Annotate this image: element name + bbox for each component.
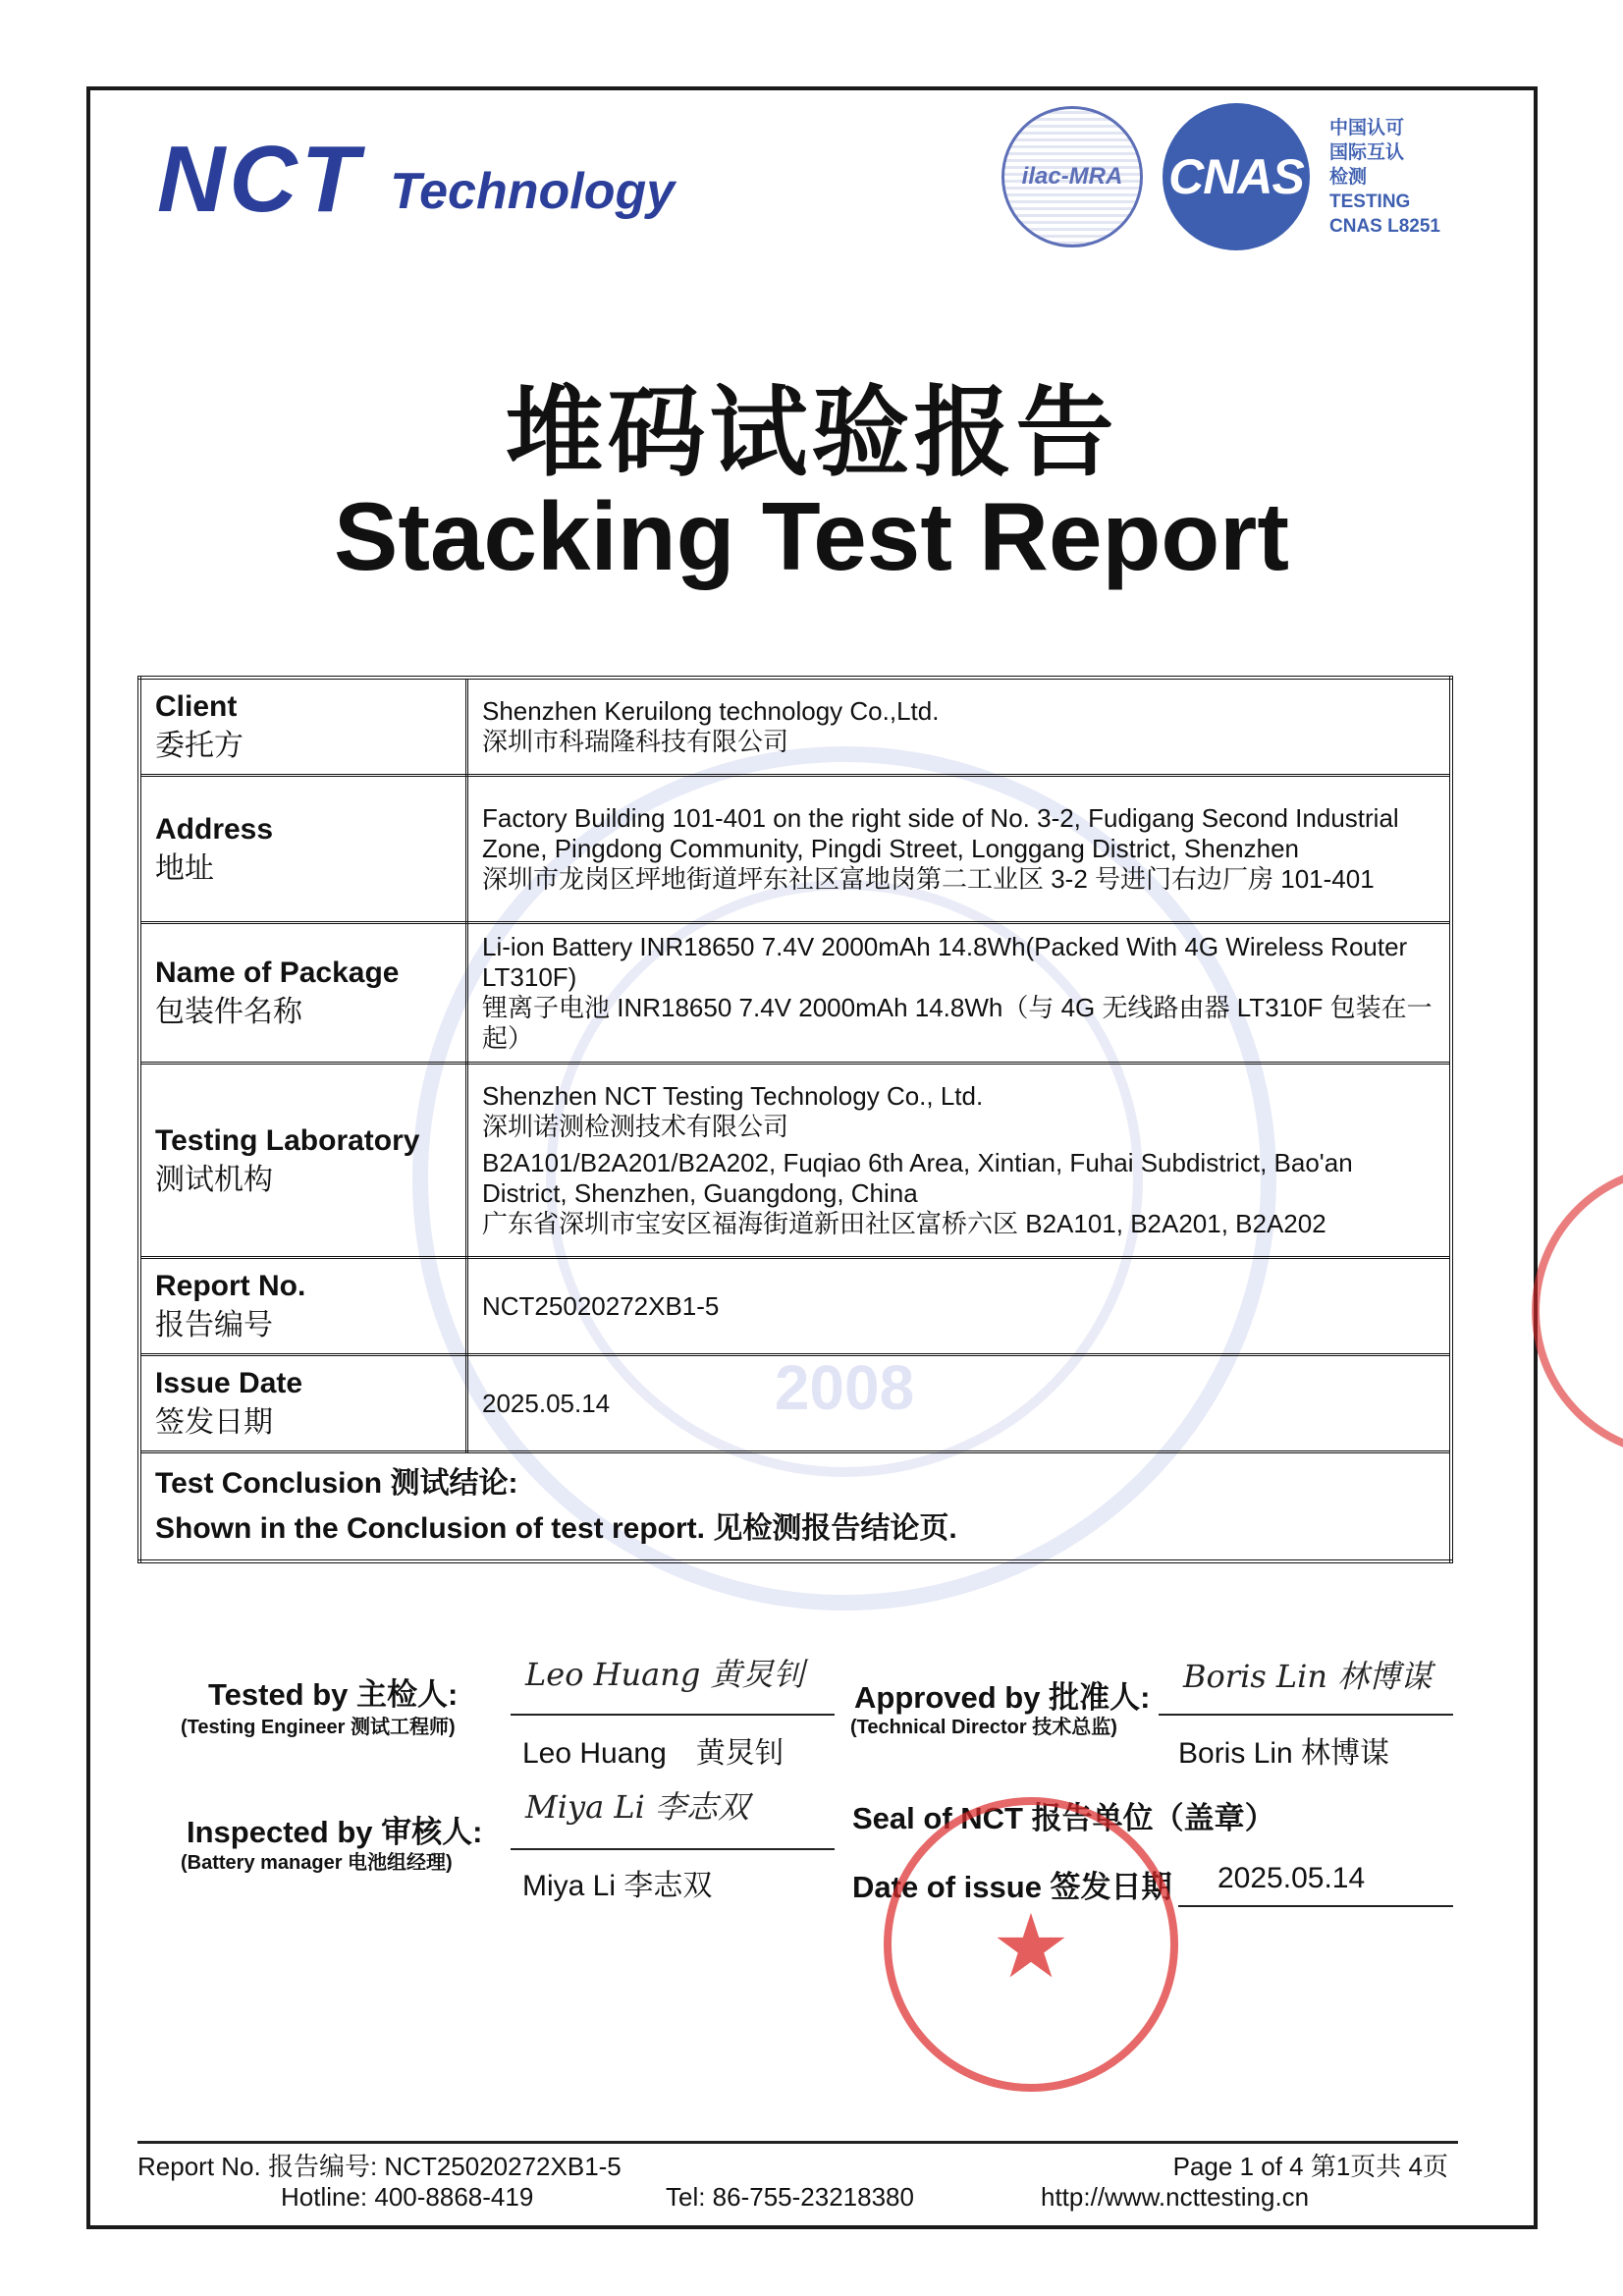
client-name-en: Shenzhen Keruilong technology Co.,Ltd. [482, 696, 940, 726]
package-label-en: Name of Package [155, 957, 400, 989]
approved-by-name: Boris Lin 林博谋 [1178, 1737, 1390, 1770]
nct-logo [157, 127, 676, 232]
tested-by-label: Tested by 主检人: [208, 1677, 459, 1712]
title-chinese: 堆码试验报告 [505, 374, 1118, 490]
tested-by-name: Leo Huang 黄炅钊 [522, 1737, 784, 1770]
title-english: Stacking Test Report [334, 482, 1289, 590]
package-name-en: Li-ion Battery INR18650 7.4V 2000mAh 14.8Wh(Packed With 4G Wireless Router LT310F) [482, 932, 1408, 992]
inspected-by-block [187, 1807, 482, 1851]
cnas-line: 检测 [1329, 166, 1368, 188]
issue-date-label [139, 1355, 467, 1452]
conclusion-text: Shown in the Conclusion of test report. 见检测报告结论页. [155, 1512, 957, 1545]
date-of-issue-line [1178, 1905, 1453, 1907]
report-no-value: NCT25020272XB1-5 [467, 1258, 1452, 1355]
address-label-en: Address [155, 812, 274, 846]
client-label-en: Client [155, 690, 238, 723]
logo-word: Technology [390, 163, 676, 220]
approved-by-label: Approved by 批准人: [854, 1680, 1151, 1715]
inspected-by-name: Miya Li 李志双 [522, 1870, 713, 1902]
stamp-star-icon: ★ [991, 1898, 1071, 1996]
lab-value [467, 1064, 1452, 1258]
table-row-client [139, 678, 1451, 776]
tested-by-role: (Testing Engineer 测试工程师) [181, 1717, 456, 1738]
client-label-cn: 委托方 [155, 730, 243, 762]
lab-label [139, 1064, 467, 1258]
footer-url[interactable]: http://www.ncttesting.cn [1041, 2182, 1310, 2212]
package-value [467, 923, 1452, 1064]
client-name-cn: 深圳市科瑞隆科技有限公司 [482, 727, 789, 756]
date-of-issue-label: Date of issue 签发日期 [852, 1870, 1172, 1904]
inspected-by-line [511, 1848, 835, 1850]
watermark-year: 2008 [774, 1352, 915, 1423]
address-value [467, 776, 1452, 923]
company-seal-stamp [884, 1797, 1178, 2092]
tested-by-line [511, 1714, 835, 1716]
conclusion-cell [139, 1452, 1451, 1562]
inspected-by-signature: Miya Li 李志双 [525, 1788, 749, 1826]
lab-label-cn: 测试机构 [155, 1163, 273, 1196]
table-row-issue-date [139, 1355, 1451, 1452]
footer-row-1 [137, 2147, 1448, 2183]
conclusion-title: Test Conclusion 测试结论: [155, 1467, 518, 1500]
issue-date-value: 2025.05.14 [467, 1355, 1452, 1452]
cnas-line: CNAS L8251 [1329, 215, 1440, 237]
lab-address-cn: 广东省深圳市宝安区福海街道新田社区富桥六区 B2A101, B2A201, B2A202 [482, 1209, 1326, 1238]
table-row-address [139, 776, 1451, 923]
inspected-by-role: (Battery manager 电池组经理) [181, 1852, 453, 1874]
footer-report-no: Report No. 报告编号: NCT25020272XB1-5 [137, 2152, 622, 2181]
cnas-line: TESTING [1329, 191, 1411, 212]
table-row-report-no [139, 1258, 1451, 1355]
package-name-cn: 锂离子电池 INR18650 7.4V 2000mAh 14.8Wh（与 4G 无线路由器 LT310F 包装在一起） [482, 993, 1433, 1053]
issue-date-label-en: Issue Date [155, 1367, 303, 1399]
approved-by-signature: Boris Lin 林博谋 [1183, 1658, 1433, 1695]
address-label-cn: 地址 [155, 851, 214, 885]
tested-by-signature: Leo Huang 黄炅钊 [525, 1656, 805, 1693]
approved-by-line [1159, 1714, 1453, 1716]
footer-page: Page 1 of 4 第1页共 4页 [1172, 2152, 1448, 2181]
footer-tel: Tel: 86-755-23218380 [666, 2182, 914, 2212]
package-label [139, 923, 467, 1064]
cnas-label: CNAS [1168, 149, 1304, 204]
side-seal-stamp [1532, 1164, 1623, 1458]
report-no-label-cn: 报告编号 [155, 1309, 273, 1341]
approved-by-role: (Technical Director 技术总监) [850, 1717, 1117, 1738]
footer-hotline: Hotline: 400-8868-419 [281, 2182, 534, 2212]
table-row-package [139, 923, 1451, 1064]
address-cn: 深圳市龙岗区坪地街道坪东社区富地岗第二工业区 3-2 号进门右边厂房 101-401 [482, 864, 1375, 894]
logo-mark: NCT [157, 127, 363, 232]
lab-name-en: Shenzhen NCT Testing Technology Co., Ltd. [482, 1081, 984, 1111]
client-value [467, 678, 1452, 776]
lab-label-en: Testing Laboratory [155, 1123, 420, 1157]
cnas-line: 中国认可 [1329, 117, 1405, 138]
table-row-conclusion [139, 1452, 1451, 1562]
lab-name-cn: 深圳诺测检测技术有限公司 [482, 1112, 789, 1141]
address-en: Factory Building 101-401 on the right side of No. 3-2, Fudigang Second Industrial Zone, Pingdong Community, Pingdi Street, Longgang District, Shenzhen [482, 803, 1399, 863]
issue-date-label-cn: 签发日期 [155, 1406, 273, 1439]
ilac-mra-logo [1001, 106, 1143, 247]
client-label [139, 678, 467, 776]
cnas-accreditation-text [1329, 116, 1440, 239]
inspected-by-label: Inspected by 审核人: [187, 1815, 483, 1849]
lab-address-en: B2A101/B2A201/B2A202, Fuqiao 6th Area, Xintian, Fuhai Subdistrict, Bao'an District, Shenzhen, Guangdong, China [482, 1148, 1353, 1208]
cnas-line: 国际互认 [1329, 141, 1405, 163]
cnas-logo [1163, 103, 1310, 250]
seal-label: Seal of NCT 报告单位（盖章） [852, 1801, 1275, 1835]
date-of-issue-value: 2025.05.14 [1217, 1862, 1366, 1894]
table-row-lab [139, 1064, 1451, 1258]
report-no-label-en: Report No. [155, 1270, 306, 1302]
footer-divider [137, 2141, 1458, 2144]
tested-by-block [208, 1669, 458, 1714]
accreditation-marks [1001, 103, 1440, 250]
report-info-table [137, 676, 1453, 1563]
package-label-cn: 包装件名称 [155, 996, 302, 1028]
report-no-label [139, 1258, 467, 1355]
address-label [139, 776, 467, 923]
ilac-label: ilac-MRA [1021, 163, 1123, 190]
